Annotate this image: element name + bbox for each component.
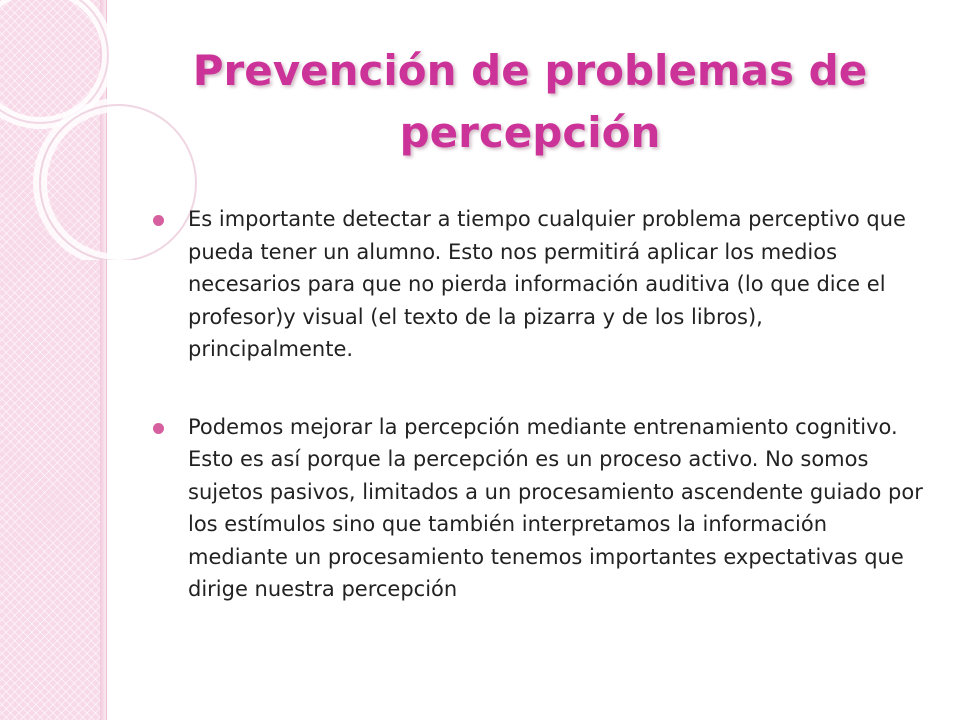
slide-title: Prevención de problemas de percepción (192, 46, 868, 157)
bullet-item (152, 411, 932, 606)
bullet-list (152, 203, 932, 606)
bullet-item (152, 203, 932, 366)
bullet-marker-icon (153, 423, 164, 434)
bullet-marker-icon (153, 215, 164, 226)
bullet-text: Es importante detectar a tiempo cualquier problema perceptivo que pueda tener un alumno. Esto nos permitirá aplicar los medios necesarios para que no pierda información auditiva (lo que dice el profesor)y visual (el texto de la pizarra y de los libros), principalmente. (188, 207, 906, 361)
bullet-text: Podemos mejorar la percepción mediante entrenamiento cognitivo. Esto es así porque la percepción es un proceso activo. No somos sujetos pasivos, limitados a un procesamiento ascendente guiado por los estímulos sino que también interpretamos la información mediante un procesamiento tenemos importantes expectativas que dirige nuestra percepción (188, 414, 923, 601)
